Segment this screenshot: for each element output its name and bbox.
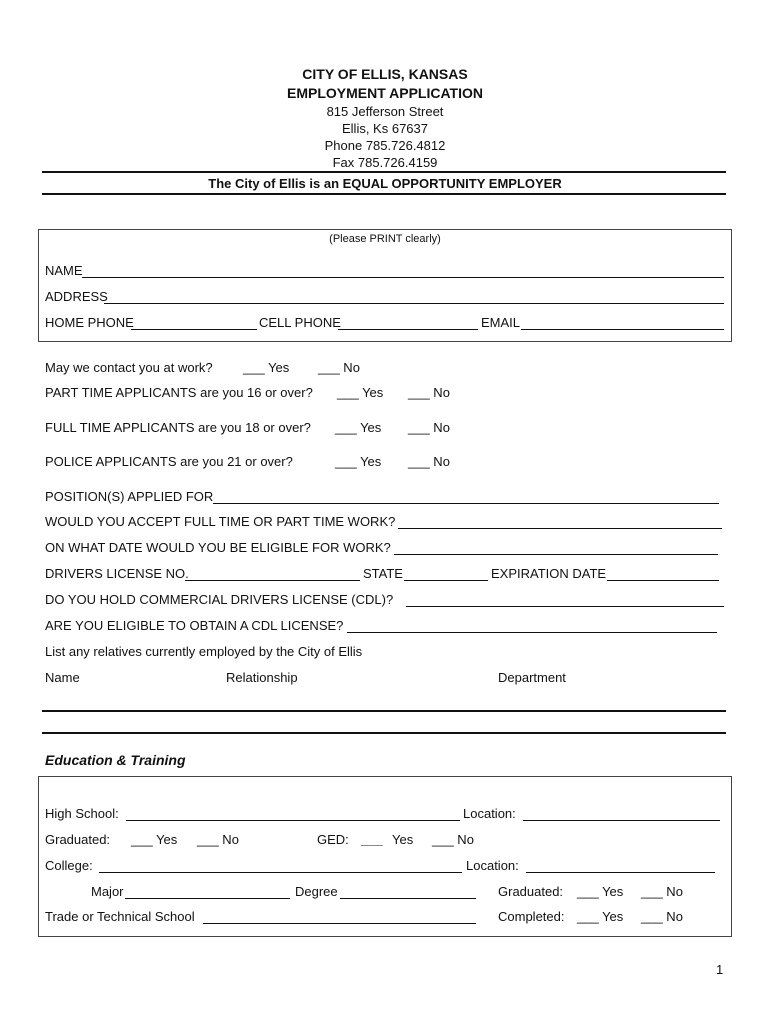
cdl-hold-label: DO YOU HOLD COMMERCIAL DRIVERS LICENSE (CDL)? [45, 592, 394, 607]
college-field[interactable] [99, 858, 462, 873]
contact-work-yes[interactable]: ___ Yes [243, 360, 290, 375]
trade-completed-yes[interactable]: ___ Yes [577, 909, 624, 924]
contact-work-question: May we contact you at work? [45, 360, 213, 375]
hs-graduated-yes[interactable]: ___ Yes [131, 832, 178, 847]
position-applied-label: POSITION(S) APPLIED FOR [45, 489, 214, 504]
college-location-label: Location: [466, 858, 519, 873]
license-no-field[interactable] [185, 566, 360, 581]
cell-phone-label: CELL PHONE [259, 315, 341, 330]
relatives-label: List any relatives currently employed by the City of Ellis [45, 644, 363, 659]
city-heading: CITY OF ELLIS, KANSAS [302, 66, 468, 82]
full-part-label: WOULD YOU ACCEPT FULL TIME OR PART TIME WORK? [45, 514, 396, 529]
eligible-date-field[interactable] [394, 540, 718, 555]
full-time-question: FULL TIME APPLICANTS are you 18 or over? [45, 420, 311, 435]
email-label: EMAIL [481, 315, 521, 330]
trade-completed-no[interactable]: ___ No [641, 909, 683, 924]
form-title: EMPLOYMENT APPLICATION [287, 85, 483, 101]
part-time-yes[interactable]: ___ Yes [337, 385, 384, 400]
college-graduated-yes[interactable]: ___ Yes [577, 884, 624, 899]
relatives-line-2[interactable] [42, 732, 726, 734]
ged-no[interactable]: ___ No [432, 832, 474, 847]
cell-phone-field[interactable] [338, 315, 478, 330]
home-phone-label: HOME PHONE [45, 315, 134, 330]
state-label: STATE [363, 566, 403, 581]
police-yes[interactable]: ___ Yes [335, 454, 382, 469]
ged-label: GED: [317, 832, 349, 847]
full-time-no[interactable]: ___ No [408, 420, 450, 435]
email-field[interactable] [521, 315, 724, 330]
degree-label: Degree [295, 884, 338, 899]
address-label: ADDRESS [45, 289, 108, 304]
print-instruction: (Please PRINT clearly) [329, 233, 441, 245]
part-time-question: PART TIME APPLICANTS are you 16 or over? [45, 385, 313, 400]
college-location-field[interactable] [526, 858, 715, 873]
trade-completed-label: Completed: [498, 909, 565, 924]
city-zip: Ellis, Ks 67637 [342, 121, 428, 136]
name-field[interactable] [82, 263, 724, 278]
home-phone-field[interactable] [131, 315, 257, 330]
hs-graduated-label: Graduated: [45, 832, 111, 847]
street-address: 815 Jefferson Street [326, 104, 444, 119]
high-school-field[interactable] [126, 806, 460, 821]
major-field[interactable] [125, 884, 290, 899]
name-label: NAME [45, 263, 83, 278]
trade-school-label: Trade or Technical School [45, 909, 195, 924]
high-school-label: High School: [45, 806, 119, 821]
relatives-line-1[interactable] [42, 710, 726, 712]
trade-school-field[interactable] [203, 909, 476, 924]
fax-number: Fax 785.726.4159 [332, 155, 438, 170]
eoe-statement: The City of Ellis is an EQUAL OPPORTUNITY EMPLOYER [208, 176, 562, 191]
license-no-label: DRIVERS LICENSE NO. [45, 566, 189, 581]
phone-number: Phone 785.726.4812 [324, 138, 446, 153]
cdl-hold-field[interactable] [406, 592, 724, 607]
full-time-yes[interactable]: ___ Yes [335, 420, 382, 435]
high-school-location-label: Location: [463, 806, 516, 821]
relatives-name-column: Name [45, 670, 80, 685]
education-heading: Education & Training [45, 752, 186, 768]
college-label: College: [45, 858, 93, 873]
position-applied-field[interactable] [213, 489, 719, 504]
college-graduated-no[interactable]: ___ No [641, 884, 683, 899]
state-field[interactable] [404, 566, 488, 581]
expiration-label: EXPIRATION DATE [491, 566, 607, 581]
ged-yes-blank[interactable]: ___ [361, 832, 383, 847]
divider-top [42, 171, 726, 173]
police-no[interactable]: ___ No [408, 454, 450, 469]
expiration-field[interactable] [607, 566, 719, 581]
high-school-location-field[interactable] [523, 806, 720, 821]
part-time-no[interactable]: ___ No [408, 385, 450, 400]
relatives-relationship-column: Relationship [226, 670, 298, 685]
full-part-field[interactable] [398, 514, 722, 529]
divider-bottom [42, 193, 726, 195]
page-number: 1 [716, 962, 724, 977]
college-graduated-label: Graduated: [498, 884, 564, 899]
contact-work-no[interactable]: ___ No [318, 360, 360, 375]
eligible-date-label: ON WHAT DATE WOULD YOU BE ELIGIBLE FOR WORK? [45, 540, 391, 555]
major-label: Major [91, 884, 124, 899]
police-question: POLICE APPLICANTS are you 21 or over? [45, 454, 293, 469]
cdl-eligible-field[interactable] [347, 618, 717, 633]
cdl-eligible-label: ARE YOU ELIGIBLE TO OBTAIN A CDL LICENSE? [45, 618, 344, 633]
ged-yes-label: Yes [392, 832, 414, 847]
degree-field[interactable] [340, 884, 476, 899]
address-field[interactable] [104, 289, 724, 304]
hs-graduated-no[interactable]: ___ No [197, 832, 239, 847]
relatives-department-column: Department [498, 670, 566, 685]
